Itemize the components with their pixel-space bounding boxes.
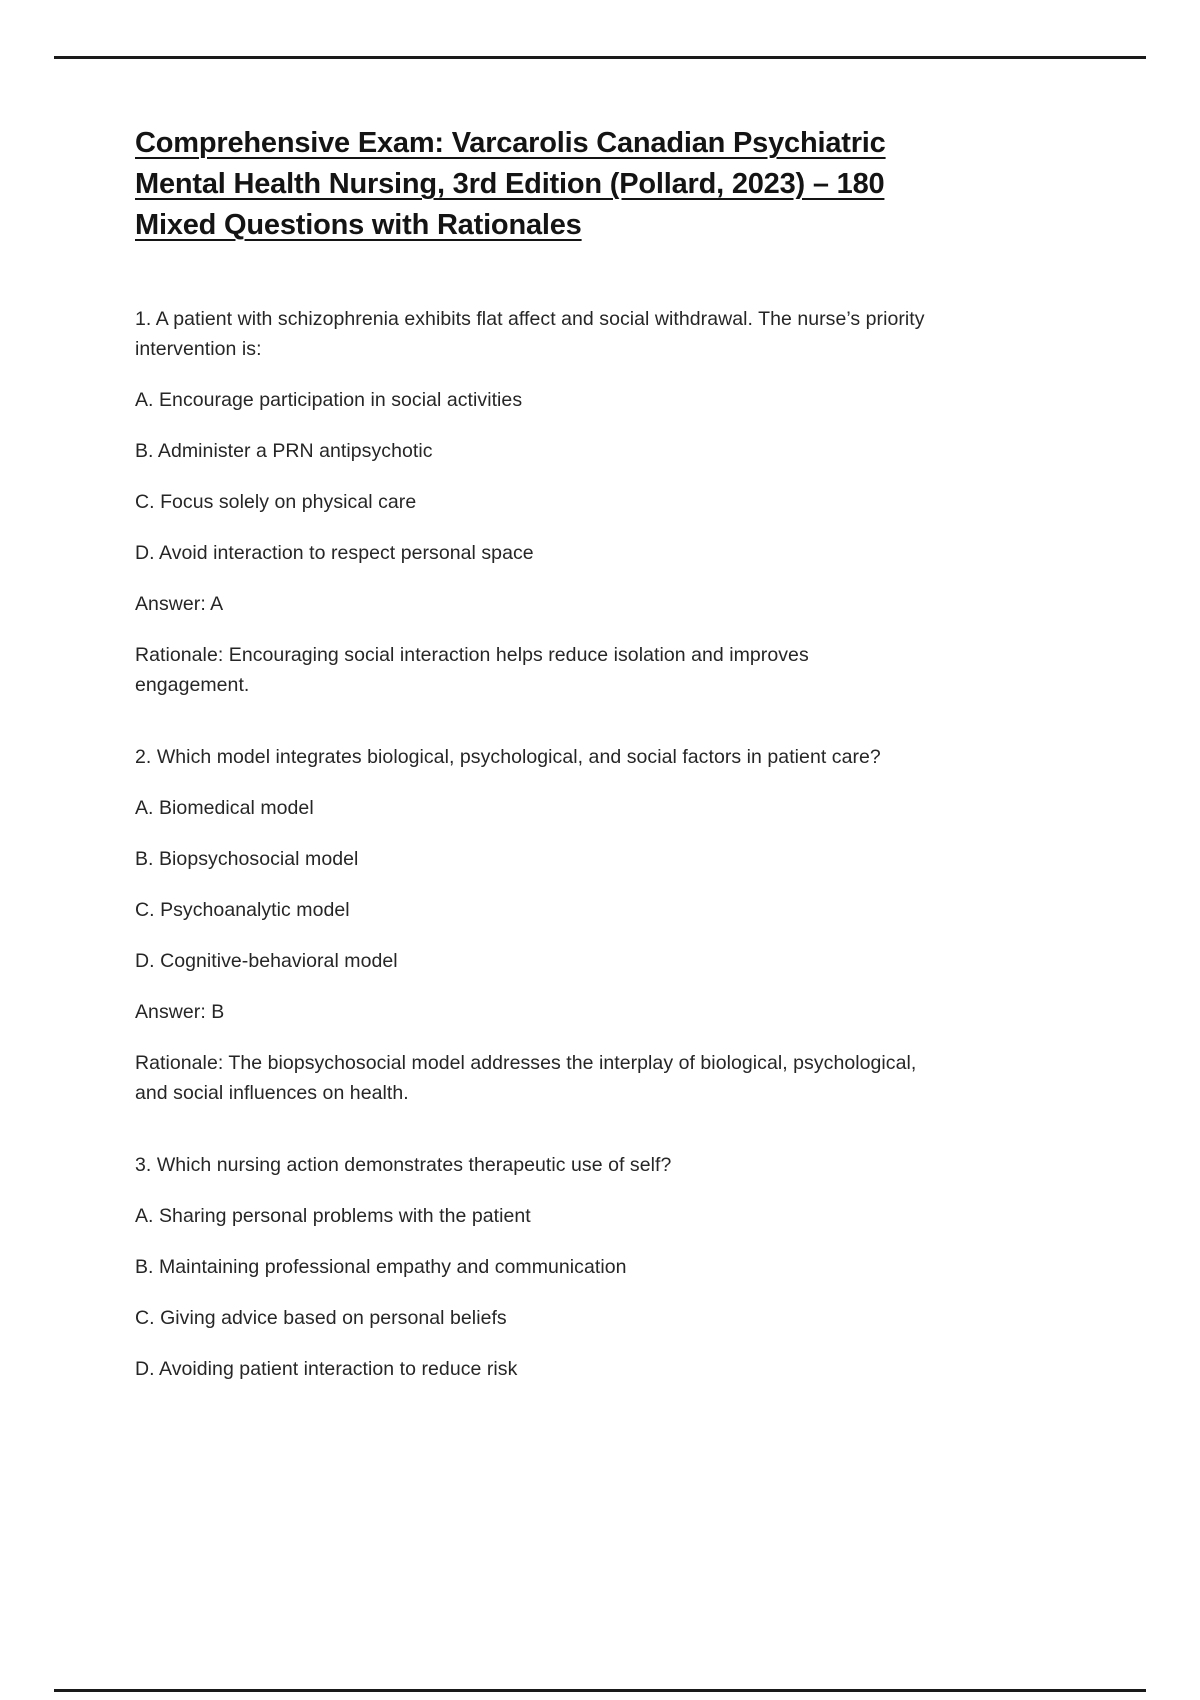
question-text: 2. Which model integrates biological, psychological, and social factors in patient care?	[135, 746, 881, 768]
rationale-text: Rationale: Encouraging social interaction helps reduce isolation and improves engagement.	[135, 644, 809, 696]
document-content	[0, 59, 1200, 1689]
page-footer-rule	[54, 1689, 1146, 1692]
option-b[interactable]: B. Administer a PRN antipsychotic	[135, 440, 433, 462]
option-a[interactable]: A. Encourage participation in social activities	[135, 389, 523, 411]
question-text: 3. Which nursing action demonstrates therapeutic use of self?	[135, 1154, 672, 1176]
option-d[interactable]: D. Avoid interaction to respect personal space	[135, 542, 534, 564]
option-a[interactable]: A. Sharing personal problems with the patient	[135, 1205, 531, 1227]
page-title-line-1: Comprehensive Exam: Varcarolis Canadian Psychiatric	[135, 127, 886, 159]
question-block-1	[135, 304, 1050, 700]
option-c[interactable]: C. Focus solely on physical care	[135, 491, 417, 513]
answer-line: Answer: A	[135, 593, 224, 615]
option-c[interactable]: C. Psychoanalytic model	[135, 899, 350, 921]
option-b[interactable]: B. Maintaining professional empathy and communication	[135, 1256, 627, 1278]
option-b[interactable]: B. Biopsychosocial model	[135, 848, 359, 870]
option-d[interactable]: D. Avoiding patient interaction to reduce risk	[135, 1358, 518, 1380]
page-title	[135, 59, 925, 246]
question-text: 1. A patient with schizophrenia exhibits flat affect and social withdrawal. The nurse’s priority intervention is:	[135, 308, 925, 360]
option-a[interactable]: A. Biomedical model	[135, 797, 314, 819]
option-c[interactable]: C. Giving advice based on personal beliefs	[135, 1307, 507, 1329]
page-title-line-2: Mental Health Nursing, 3rd Edition (Pollard, 2023) – 180	[135, 168, 885, 200]
page-title-line-3: Mixed Questions with Rationales	[135, 209, 582, 241]
question-block-3	[135, 1150, 1050, 1384]
answer-line: Answer: B	[135, 1001, 225, 1023]
option-d[interactable]: D. Cognitive-behavioral model	[135, 950, 398, 972]
rationale-text: Rationale: The biopsychosocial model addresses the interplay of biological, psychological, and social influences on health.	[135, 1052, 917, 1104]
question-block-2	[135, 742, 1050, 1108]
